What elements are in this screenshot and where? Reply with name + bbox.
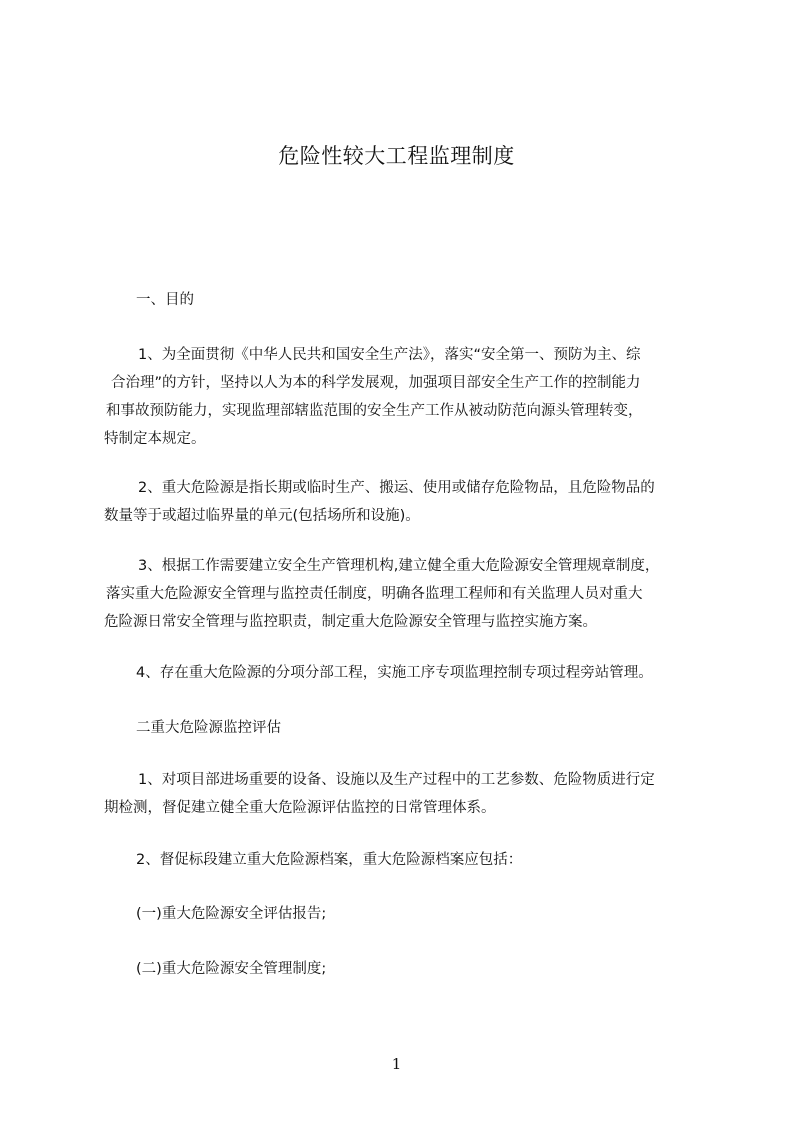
paragraph-4-line-1: 4、存在重大危险源的分项分部工程，实施工序专项监理控制专项过程旁站管理。 [136, 665, 653, 681]
paragraph-5 [104, 766, 714, 822]
paragraph-5-line-1: 1、对项目部进场重要的设备、设施以及生产过程中的工艺参数、危险物质进行定 [138, 772, 655, 788]
paragraph-4 [104, 659, 714, 687]
paragraph-3-line-3: 危险源日常安全管理与监控职责，制定重大危险源安全管理与监控实施方案。 [104, 614, 597, 630]
paragraph-2-line-2: 数量等于或超过临界量的单元(包括场所和设施)。 [104, 508, 420, 524]
paragraph-6-line-1: 2、督促标段建立重大危险源档案，重大危险源档案应包括： [136, 852, 523, 868]
page-number: 1 [391, 1055, 402, 1073]
paragraph-2 [104, 474, 714, 530]
paragraph-3 [104, 552, 714, 636]
paragraph-1-line-4: 特制定本规定。 [104, 431, 206, 447]
list-item-assessment-report: (一)重大危险源安全评估报告; [136, 906, 327, 922]
document-title: 危险性较大工程监理制度 [278, 144, 515, 168]
paragraph-3-line-2: 落实重大危险源安全管理与监控责任制度，明确各监理工程师和有关监理人员对重大 [106, 586, 643, 602]
section-heading-monitoring: 二重大危险源监控评估 [136, 720, 281, 736]
section-heading-purpose: 一、目的 [136, 292, 194, 308]
paragraph-1 [104, 341, 714, 453]
paragraph-6 [104, 846, 714, 874]
paragraph-1-line-3: 和事故预防能力，实现监理部辖监范围的安全生产工作从被动防范向源头管理转变， [106, 403, 643, 419]
paragraph-5-line-2: 期检测，督促建立健全重大危险源评估监控的日常管理体系。 [104, 800, 496, 816]
paragraph-1-line-1: 1、为全面贯彻《中华人民共和国安全生产法》，落实“安全第一、预防为主、综 [138, 347, 641, 363]
paragraph-2-line-1: 2、重大危险源是指长期或临时生产、搬运、使用或储存危险物品，且危险物品的 [138, 480, 655, 496]
paragraph-3-line-1: 3、根据工作需要建立安全生产管理机构,建立健全重大危险源安全管理规章制度， [138, 558, 660, 574]
list-item-management-system: (二)重大危险源安全管理制度; [136, 961, 327, 977]
paragraph-1-line-2: 合治理”的方针，坚持以人为本的科学发展观，加强项目部安全生产工作的控制能力 [111, 375, 641, 391]
